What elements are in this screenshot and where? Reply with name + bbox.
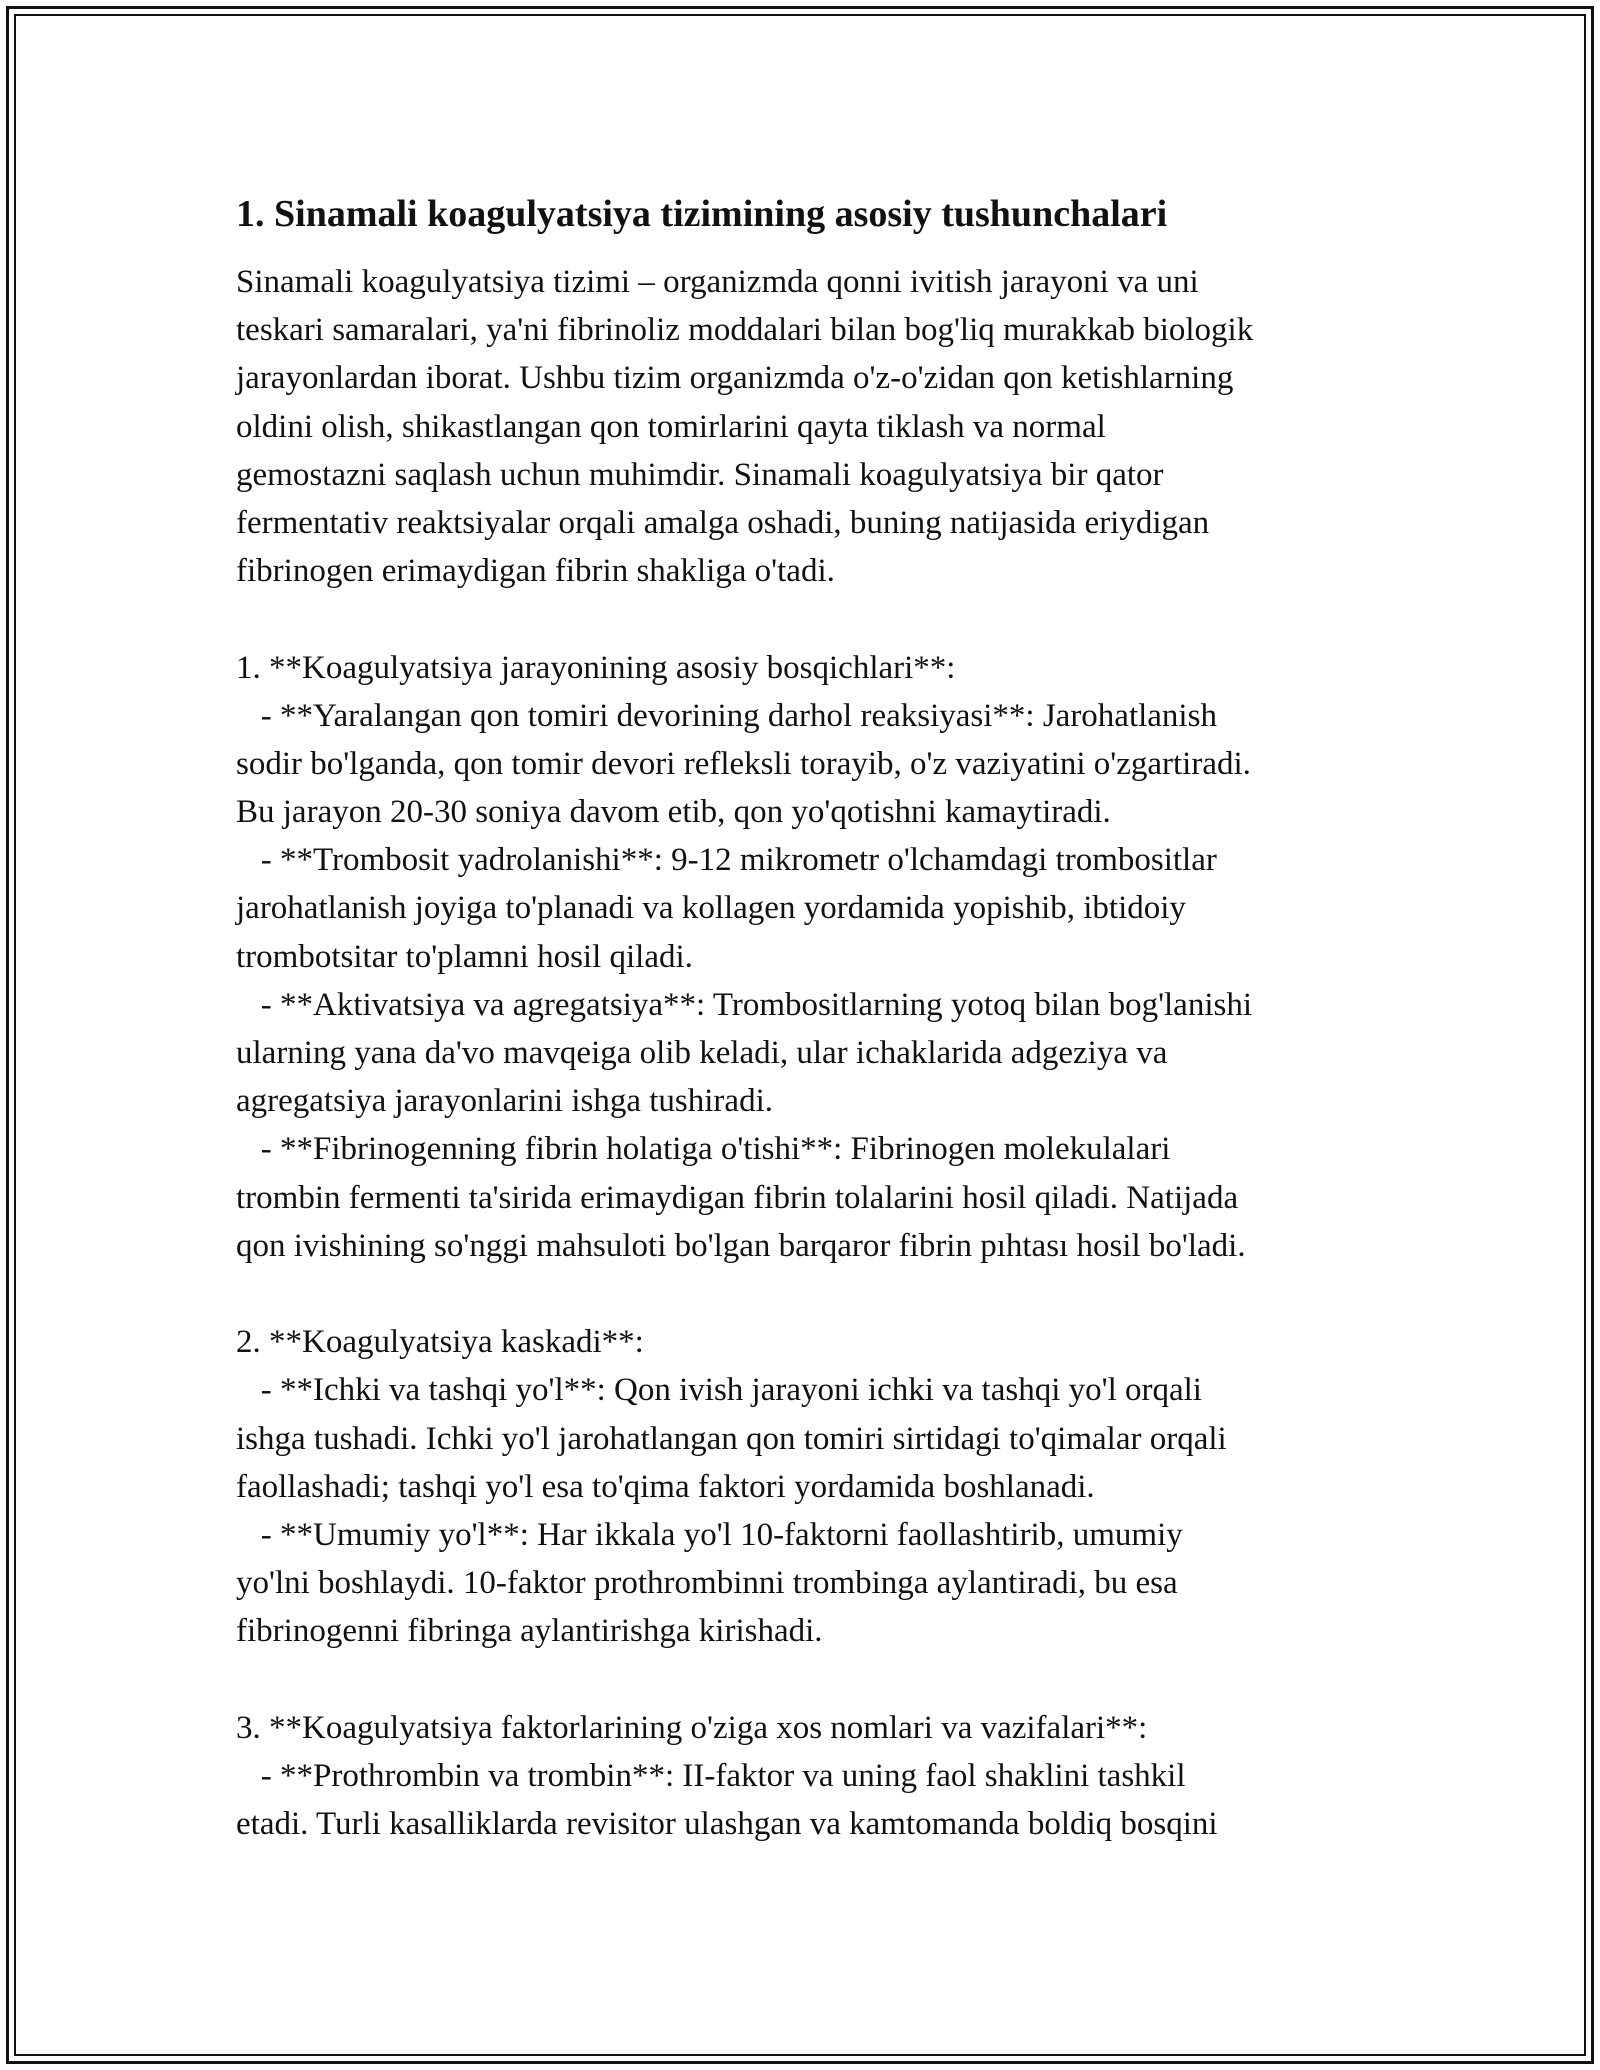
text-line: jarayonlardan iborat. Ushbu tizim organizmda o'z-o'zidan qon ketishlarning (236, 360, 1234, 397)
text-line (236, 1270, 1386, 1318)
text-line: etadi. Turli kasalliklarda revisitor ulashgan va kamtomanda boldiq bosqini (236, 1806, 1218, 1842)
text-line: fermentativ reaktsiyalar orqali amalga oshadi, buning natijasida eriydigan (236, 504, 1210, 541)
text-line: 1. **Koagulyatsiya jarayonining asosiy bosqichlari**: (236, 649, 956, 686)
text-line: qon ivishining so'nggi mahsuloti bo'lgan barqaror fibrin pıhtası hosil bo'ladi. (236, 1227, 1246, 1264)
text-line: fibrinogenni fibringa aylantirishga kirishadi. (236, 1613, 823, 1650)
text-line: - **Prothrombin va trombin**: II-faktor va uning faol shaklini tashkil (236, 1757, 1186, 1794)
document-content (236, 186, 1386, 1848)
text-line: yo'lni boshlaydi. 10-faktor prothrombinni trombinga aylantiradi, bu esa (236, 1565, 1178, 1602)
text-line: Sinamali koagulyatsiya tizimi – organizmda qonni ivitish jarayoni va uni (236, 264, 1199, 300)
body-text (236, 258, 1386, 1848)
text-line: Bu jarayon 20-30 soniya davom etib, qon yo'qotishni kamaytiradi. (236, 794, 1111, 831)
text-line (236, 595, 1386, 643)
text-line: fibrinogen erimaydigan fibrin shakliga o'tadi. (236, 553, 835, 590)
text-line: - **Trombosit yadrolanishi**: 9-12 mikrometr o'lchamdagi trombositlar (236, 842, 1217, 879)
text-line: teskari samaralari, ya'ni fibrinoliz moddalari bilan bog'liq murakkab biologik (236, 312, 1254, 349)
text-line: agregatsiya jarayonlarini ishga tushiradi. (236, 1083, 773, 1120)
text-line: - **Umumiy yo'l**: Har ikkala yo'l 10-faktorni faollashtirib, umumiy (236, 1516, 1183, 1553)
text-line: - **Yaralangan qon tomiri devorining darhol reaksiyasi**: Jarohatlanish (236, 697, 1217, 734)
text-line: - **Ichki va tashqi yo'l**: Qon ivish jarayoni ichki va tashqi yo'l orqali (236, 1372, 1202, 1409)
text-line: sodir bo'lganda, qon tomir devori refleksli torayib, o'z vaziyatini o'zgartiradi. (236, 745, 1251, 782)
text-line: ularning yana da'vo mavqeiga olib keladi, ular ichaklarida adgeziya va (236, 1035, 1168, 1071)
text-line: oldini olish, shikastlangan qon tomirlarini qayta tiklash va normal (236, 408, 1106, 445)
text-line: ishga tushadi. Ichki yo'l jarohatlangan qon tomiri sirtidagi to'qimalar orqali (236, 1420, 1227, 1457)
section-heading: 1. Sinamali koagulyatsiya tizimining asosiy tushunchalari (236, 193, 1168, 235)
text-line (236, 1655, 1386, 1703)
text-line: 2. **Koagulyatsiya kaskadi**: (236, 1324, 644, 1361)
text-line: trombotsitar to'plamni hosil qiladi. (236, 938, 693, 975)
text-line: 3. **Koagulyatsiya faktorlarining o'ziga xos nomlari va vazifalari**: (236, 1709, 1148, 1746)
text-line: trombin fermenti ta'sirida erimaydigan fibrin tolalarini hosil qiladi. Natijada (236, 1179, 1239, 1216)
text-line: jarohatlanish joyiga to'planadi va kollagen yordamida yopishib, ibtidoiy (236, 890, 1186, 927)
text-line: - **Aktivatsiya va agregatsiya**: Trombositlarning yotoq bilan bog'lanishi (236, 986, 1253, 1023)
text-line: faollashadi; tashqi yo'l esa to'qima faktori yordamida boshlanadi. (236, 1468, 1095, 1505)
text-line: gemostazni saqlash uchun muhimdir. Sinamali koagulyatsiya bir qator (236, 456, 1164, 493)
text-line: - **Fibrinogenning fibrin holatiga o'tishi**: Fibrinogen molekulalari (236, 1131, 1171, 1168)
